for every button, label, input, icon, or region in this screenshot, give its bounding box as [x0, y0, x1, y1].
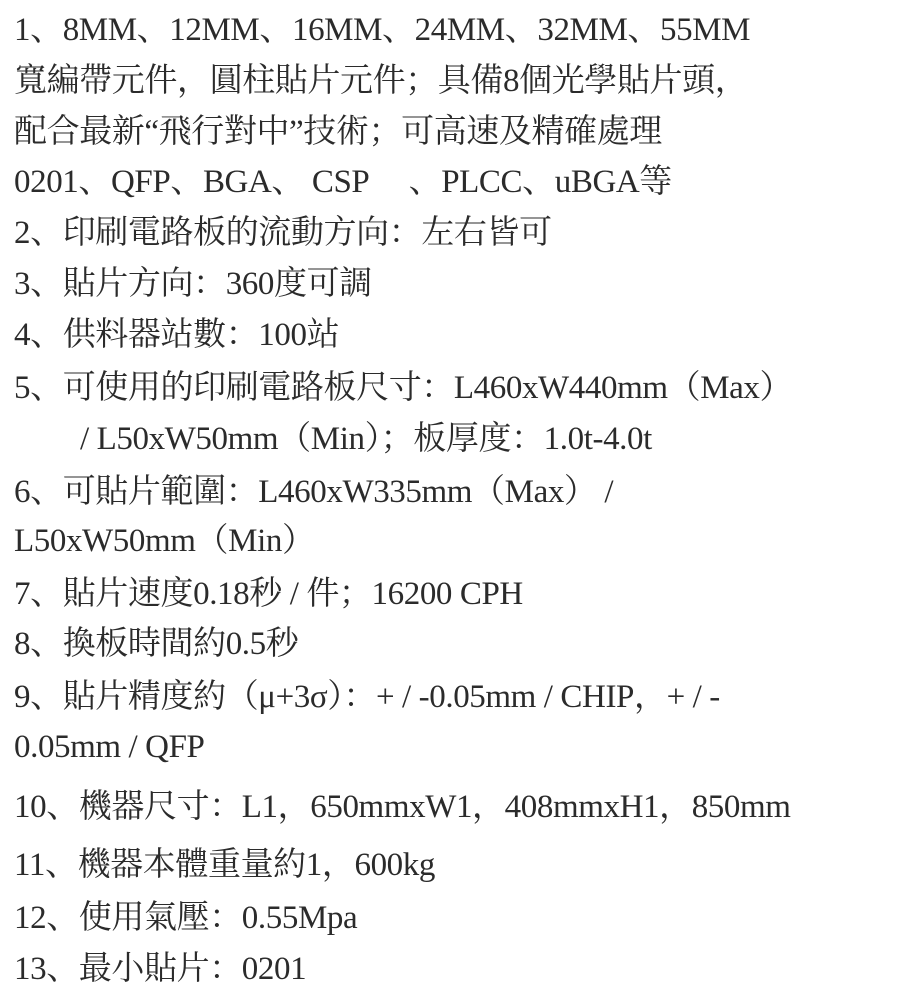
spec-line-placement-direction: 3、貼片方向：360度可調: [14, 266, 372, 302]
spec-line-placement-area-max: 6、可貼片範圍：L460xW335mm（Max） /: [14, 474, 614, 510]
spec-line-placement-accuracy: 9、貼片精度約（μ+3σ）：+ / -0.05mm / CHIP，+ / -: [14, 679, 720, 715]
spec-line-flying-centering: 配合最新“飛行對中”技術；可高速及精確處理: [14, 114, 662, 150]
spec-line-placement-accuracy-qfp: 0.05mm / QFP: [14, 729, 205, 765]
spec-line-packages: 0201、QFP、BGA、 CSP 、PLCC、uBGA等: [14, 164, 672, 200]
spec-line-tape-widths: 1、8MM、12MM、16MM、24MM、32MM、55MM: [14, 12, 751, 48]
spec-line-machine-weight: 11、機器本體重量約1，600kg: [14, 847, 435, 883]
spec-line-components: 寬編帶元件，圓柱貼片元件；具備8個光學貼片頭，: [14, 63, 748, 99]
spec-line-min-component: 13、最小貼片：0201: [14, 951, 307, 987]
spec-line-air-pressure: 12、使用氣壓：0.55Mpa: [14, 900, 358, 936]
spec-line-board-change-time: 8、換板時間約0.5秒: [14, 626, 299, 662]
spec-line-placement-speed: 7、貼片速度0.18秒 / 件；16200 CPH: [14, 576, 523, 612]
spec-line-feeder-stations: 4、供料器站數：100站: [14, 317, 340, 353]
spec-line-pcb-size-min: / L50xW50mm（Min）；板厚度：1.0t-4.0t: [80, 421, 652, 457]
spec-line-pcb-flow: 2、印刷電路板的流動方向：左右皆可: [14, 215, 552, 251]
spec-line-placement-area-min: L50xW50mm（Min）: [14, 523, 315, 559]
spec-line-pcb-size-max: 5、可使用的印刷電路板尺寸：L460xW440mm（Max）: [14, 370, 793, 406]
spec-line-machine-dimensions: 10、機器尺寸：L1，650mmxW1，408mmxH1，850mm: [14, 789, 791, 825]
